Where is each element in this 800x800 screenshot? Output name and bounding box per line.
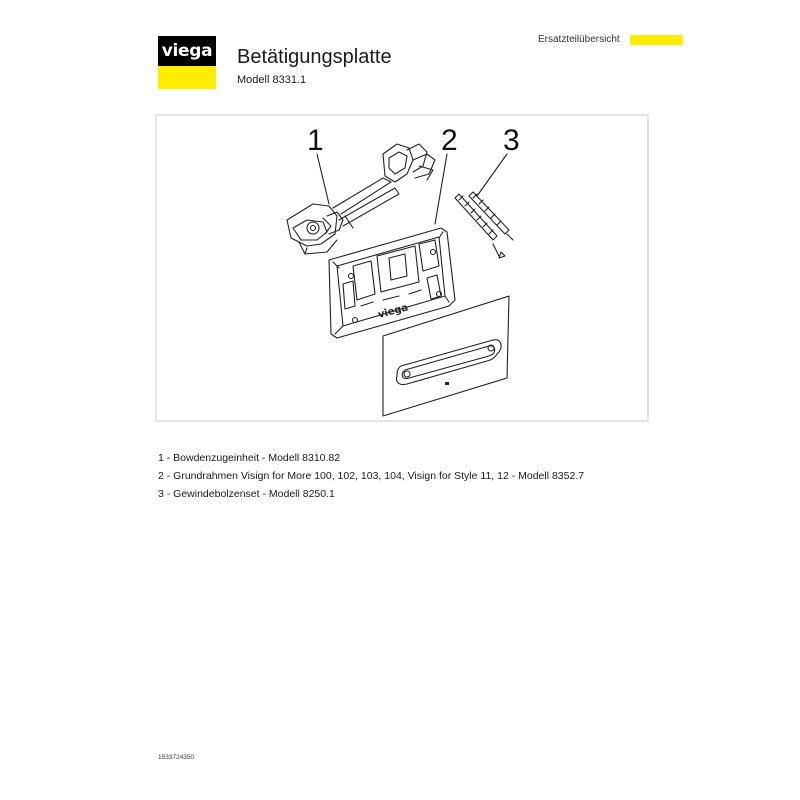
page-subtitle: Modell 8331.1 <box>237 74 307 86</box>
leader-line-3 <box>477 154 507 196</box>
threaded-bolt-set <box>455 192 513 258</box>
section-marker-bar <box>630 35 683 45</box>
viega-logo <box>158 36 216 89</box>
callout-3: 3 <box>503 124 520 157</box>
base-frame <box>329 228 455 338</box>
parts-list-item: 3 - Gewindebolzenset - Modell 8250.1 <box>158 488 335 500</box>
page-title: Betätigungsplatte <box>237 46 392 68</box>
logo-yellow-bar <box>158 66 216 89</box>
callout-2: 2 <box>441 124 458 157</box>
leader-line-1 <box>317 154 329 204</box>
parts-list <box>158 449 584 503</box>
exploded-view-figure <box>155 114 649 422</box>
frame-logo: viega <box>376 302 410 321</box>
exploded-view-drawing <box>157 116 647 420</box>
leader-line-2 <box>435 154 447 224</box>
logo-wordmark: viega <box>158 36 216 66</box>
bowden-cable-unit <box>287 144 435 254</box>
document-number: 1533724350 <box>158 754 195 761</box>
callout-1: 1 <box>307 124 324 157</box>
section-label: Ersatzteilübersicht <box>538 34 620 45</box>
parts-list-item: 2 - Grundrahmen Visign for More 100, 102, 103, 104, Visign for Style 11, 12 - Modell 8352.7 <box>158 470 585 482</box>
parts-list-item: 1 - Bowdenzugeinheit - Modell 8310.82 <box>158 452 341 464</box>
